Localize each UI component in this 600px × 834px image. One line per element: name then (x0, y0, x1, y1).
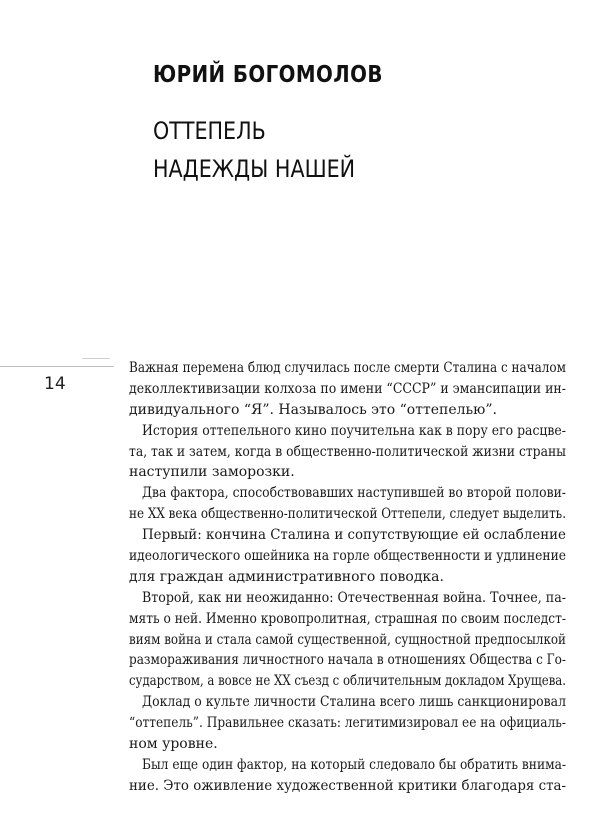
text-line: наступили заморозки. (129, 464, 295, 481)
author-name: ЮРИЙ БОГОМОЛОВ (153, 62, 383, 88)
chapter-title-line-2: НАДЕЖДЫ НАШЕЙ (153, 155, 356, 183)
text-line: Доклад о культе личности Сталина всего лишь санкционировал (141, 694, 566, 711)
text-line: Первый: кончина Сталина и сопутствующие ей ослабление (141, 527, 566, 544)
text-line: ние. Это оживление художественной критики благодаря ста- (129, 777, 566, 794)
chapter-title-line-1: ОТТЕПЕЛЬ (153, 117, 266, 145)
text-line: ном уровне. (129, 736, 218, 753)
page-number: 14 (44, 374, 66, 394)
text-line: деколлективизации колхоза по имени “СССР” и эмансипации ин- (129, 380, 566, 397)
text-line: Был еще один фактор, на который следовало бы обратить внима- (141, 756, 566, 773)
text-line: виям война и стала самой существенной, сущностной предпосылкой (129, 631, 566, 648)
text-line: сударством, а вовсе не XX съезд с обличительным докладом Хрущева. (129, 673, 566, 690)
margin-divider-tick (82, 358, 110, 359)
text-line: Важная перемена блюд случилась после смерти Сталина с началом (129, 360, 566, 376)
body-text (129, 358, 566, 797)
text-line: Второй, как ни неожиданно: Отечественная война. Точнее, па- (141, 589, 566, 606)
text-line: не XX века общественно-политической Оттепели, следует выделить. (129, 506, 566, 523)
text-line: та, так и затем, когда в общественно-политической жизни страны (129, 443, 566, 460)
text-line: История оттепельного кино поучительна как в пору его расцве- (141, 422, 566, 439)
text-line: Два фактора, способствовавших наступившей во второй полови- (141, 485, 566, 502)
text-line: мять о ней. Именно кровопролитная, страшная по своим последст- (129, 610, 566, 627)
text-line: размораживания личностного начала в отношениях Общества с Го- (129, 652, 566, 669)
margin-divider (0, 366, 114, 367)
text-line: “оттепель”. Правильнее сказать: легитимизировал ее на официаль- (129, 715, 566, 732)
text-line: идеологического ошейника на горле общественности и удлинение (129, 548, 566, 565)
text-line: дивидуального “Я”. Называлось это “оттепелью”. (129, 401, 497, 418)
text-line: для граждан административного поводка. (129, 568, 444, 585)
